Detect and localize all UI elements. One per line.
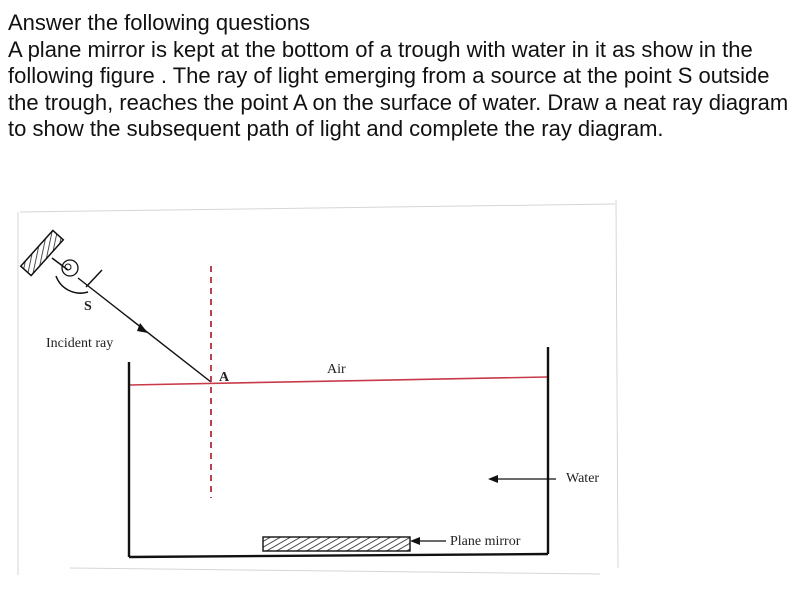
- label-incident-ray: Incident ray: [46, 336, 114, 351]
- question-heading: Answer the following questions: [8, 10, 311, 35]
- label-a: A: [219, 370, 230, 385]
- source-mount: [21, 230, 64, 275]
- label-water: Water: [566, 471, 600, 486]
- plane-mirror: [263, 537, 410, 551]
- water-surface: [129, 377, 547, 385]
- source-slit: [86, 270, 102, 287]
- label-plane-mirror: Plane mirror: [450, 534, 521, 549]
- incident-ray-arrowhead: [137, 323, 148, 333]
- label-air: Air: [327, 362, 346, 377]
- source-shade: [56, 276, 88, 293]
- light-source: [21, 230, 102, 293]
- question-body: A plane mirror is kept at the bottom of a trough with water in it as show in the following figure . The ray of light emerging from a source at the point S outside the trough, reaches the point A on the surface of water. Draw a neat ray diagram to show the subsequent path of light and complete the ray diagram.: [8, 36, 789, 141]
- label-s: S: [84, 299, 92, 314]
- figure-frame: [18, 200, 618, 575]
